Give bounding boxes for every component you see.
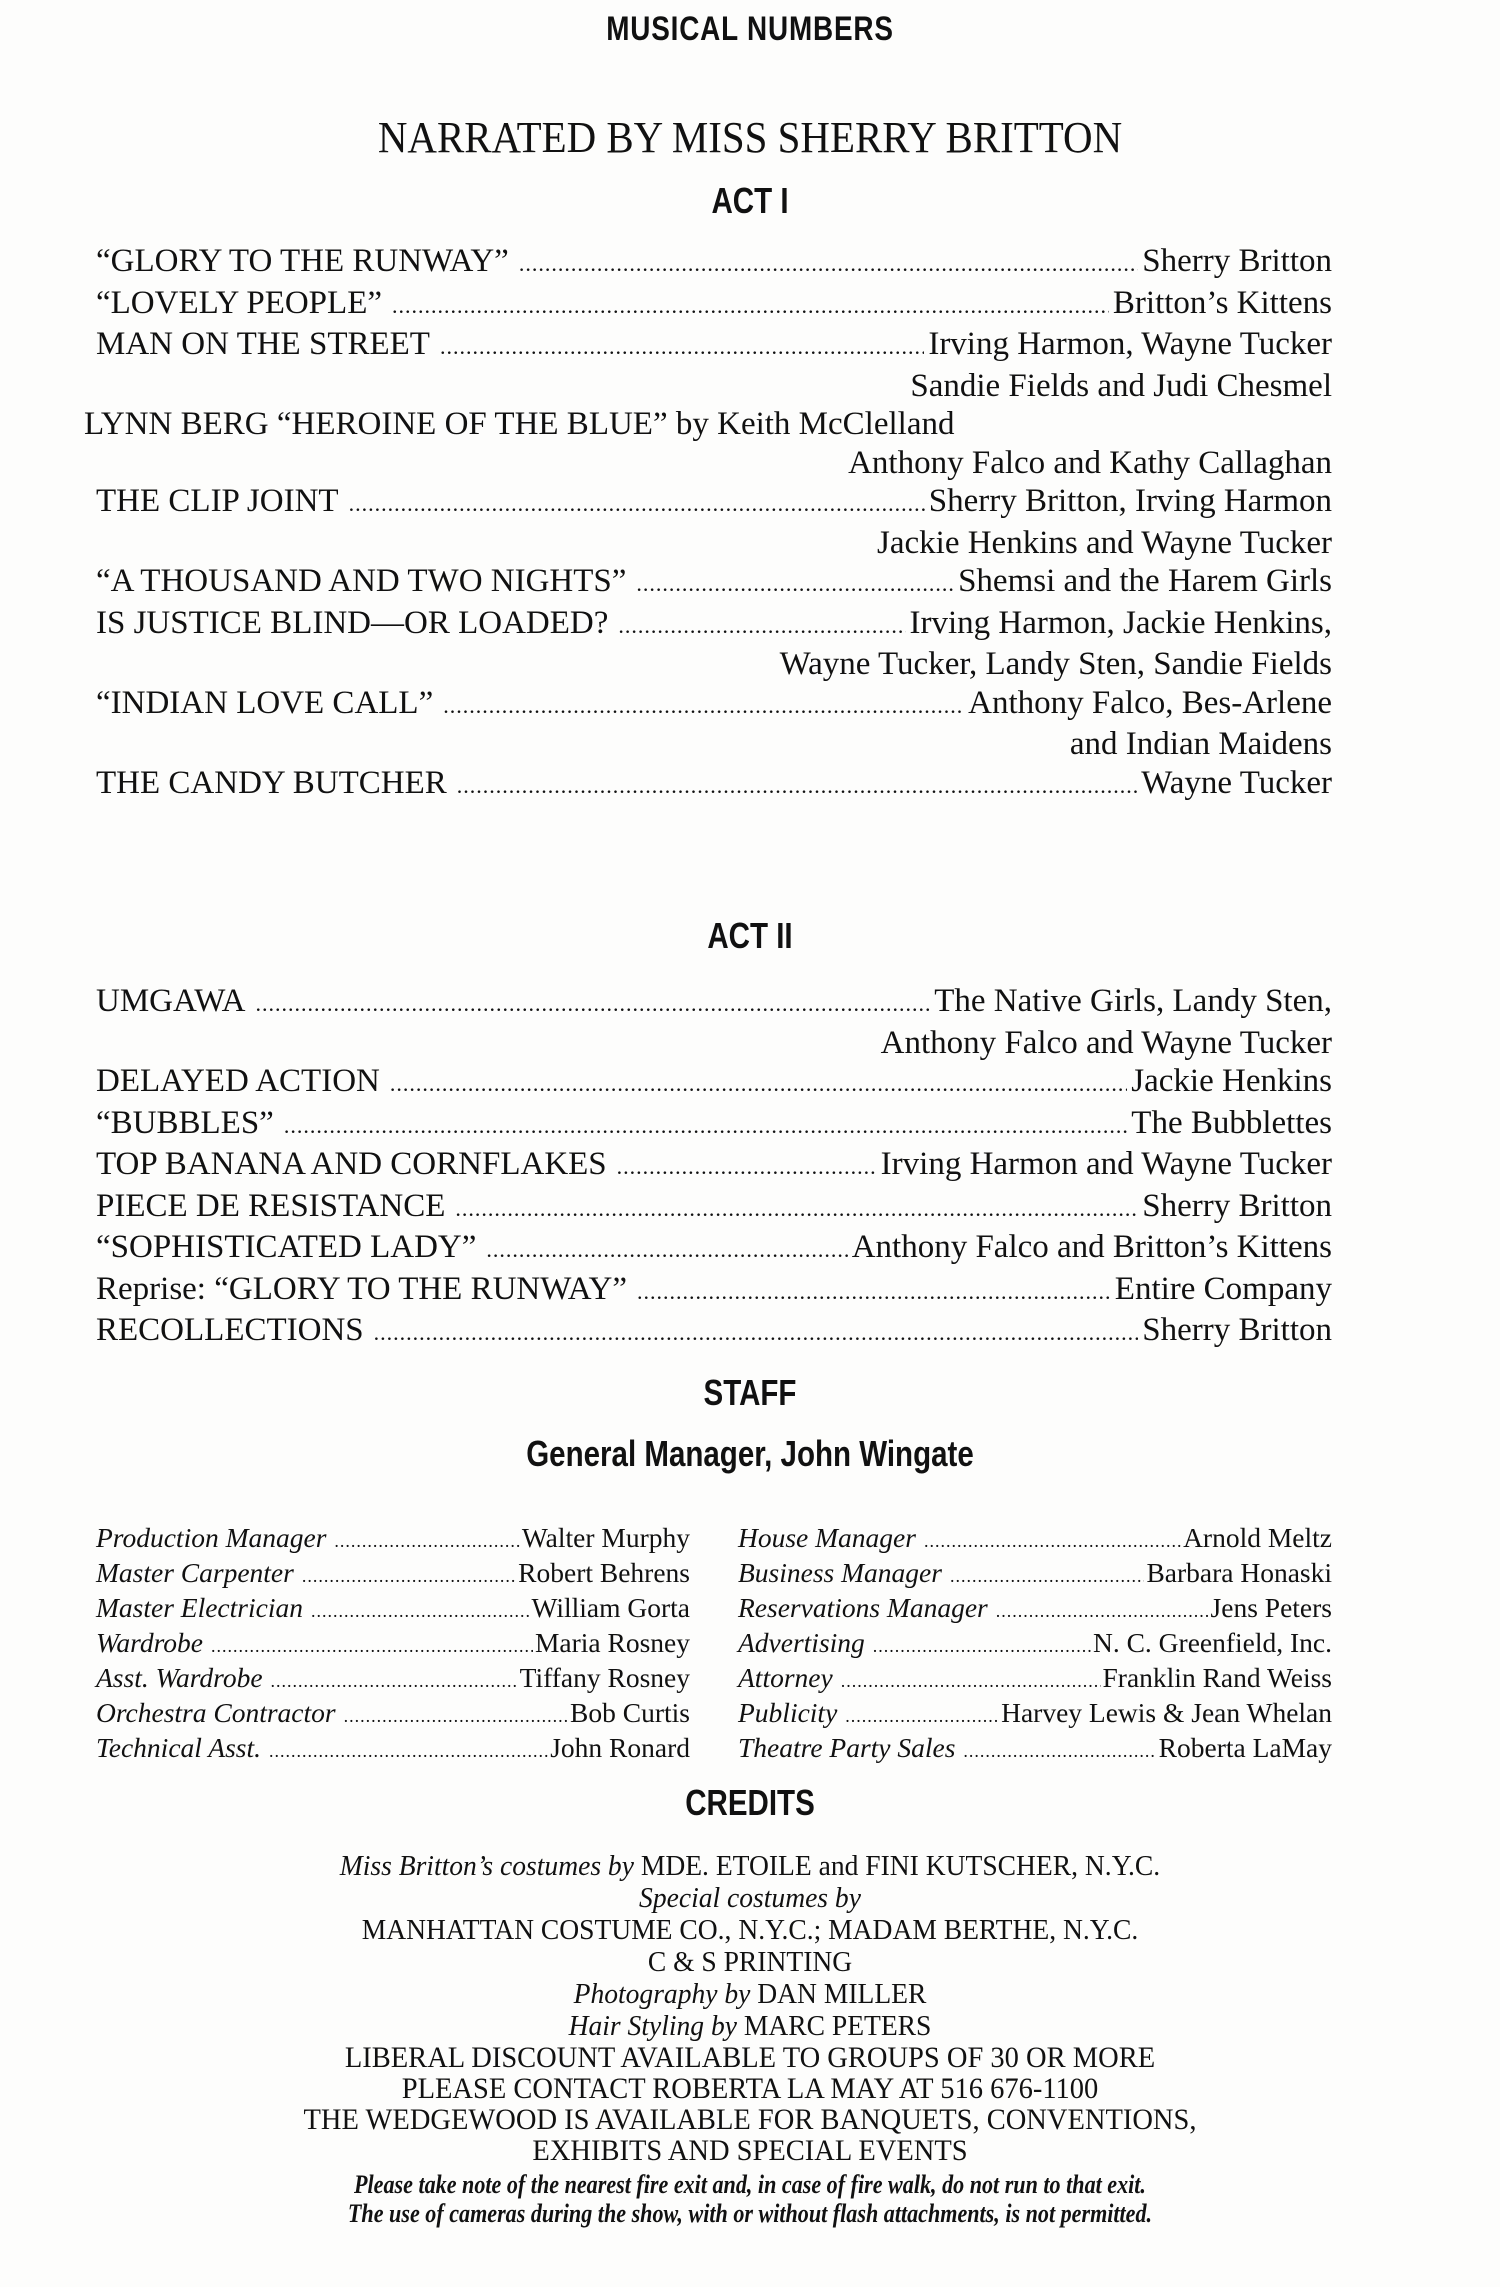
leader-dots (637, 1273, 1111, 1312)
performers: Sherry Britton, Irving Harmon (928, 483, 1332, 519)
performers-continued: Sandie Fields and Judi Chesmel (910, 367, 1332, 404)
staff-list (96, 1522, 1332, 1767)
leader-dots (284, 1107, 1127, 1146)
staff-row (738, 1592, 1332, 1627)
staff-row (738, 1557, 1332, 1592)
discount-notice: LIBERAL DISCOUNT AVAILABLE TO GROUPS OF 30 OR MORE (344, 2041, 1156, 2074)
leader-dots (349, 485, 925, 524)
performers-continued: Anthony Falco and Kathy Callaghan (848, 444, 1332, 481)
leader-dots (269, 1736, 548, 1767)
staff-role: Master Electrician (96, 1592, 303, 1623)
hair-credit (38, 2010, 1463, 2042)
photography-prefix: Photography by (573, 1978, 751, 2010)
number-title: Reprise: “GLORY TO THE RUNWAY” (96, 1270, 628, 1307)
leader-dots (256, 985, 931, 1024)
performers: Jackie Henkins (1131, 1063, 1332, 1099)
leader-dots (924, 1526, 1181, 1557)
performers-continued: Anthony Falco and Wayne Tucker (880, 1024, 1332, 1061)
staff-name: John Ronard (550, 1732, 690, 1763)
list-item (84, 405, 1332, 444)
staff-row (738, 1732, 1332, 1767)
number-title: “LOVELY PEOPLE” (96, 284, 382, 321)
costumes-prefix: Miss Britton’s costumes by (339, 1850, 634, 1882)
hair-by: MARC PETERS (743, 2010, 932, 2042)
list-item (96, 764, 1332, 806)
performers: Irving Harmon, Wayne Tucker (928, 326, 1332, 362)
staff-heading: STAFF (703, 1372, 797, 1413)
staff-role: Attorney (738, 1662, 833, 1693)
wedgewood-notice-1: THE WEDGEWOOD IS AVAILABLE FOR BANQUETS, CONVENTIONS, (303, 2103, 1197, 2136)
leader-dots (392, 287, 1109, 326)
staff-role: Orchestra Contractor (96, 1697, 336, 1728)
printing-credit: C & S PRINTING (647, 1946, 853, 1978)
staff-row (96, 1627, 690, 1662)
list-item (96, 1145, 1332, 1187)
staff-row (96, 1557, 690, 1592)
number-title: DELAYED ACTION (96, 1063, 380, 1099)
staff-role: Advertising (738, 1627, 865, 1658)
leader-dots (873, 1631, 1091, 1662)
staff-name: Maria Rosney (534, 1627, 690, 1658)
leader-dots (311, 1596, 530, 1627)
number-title: “A THOUSAND AND TWO NIGHTS” (96, 563, 627, 599)
fire-exit-notice: Please take note of the nearest fire exit and, in case of fire walk, do not run to that exit. (354, 2170, 1146, 2199)
performers: Wayne Tucker (1141, 764, 1332, 801)
leader-dots (950, 1561, 1144, 1592)
number-title: MAN ON THE STREET (96, 326, 430, 362)
leader-dots (618, 607, 905, 646)
act-2-heading: ACT II (707, 915, 793, 956)
staff-row (96, 1592, 690, 1627)
number-title: THE CANDY BUTCHER (96, 764, 447, 801)
staff-column-left (96, 1522, 690, 1767)
hair-prefix: Hair Styling by (568, 2010, 737, 2042)
leader-dots (845, 1701, 999, 1732)
special-costumes-label (38, 1882, 1463, 1914)
number-title: IS JUSTICE BLIND—OR LOADED? (96, 604, 609, 641)
leader-dots (455, 1190, 1138, 1229)
staff-row (738, 1522, 1332, 1557)
leader-dots (617, 1148, 877, 1187)
act-1-list (84, 242, 1332, 805)
leader-dots (486, 1231, 847, 1270)
staff-role: Master Carpenter (96, 1557, 294, 1588)
leader-dots (457, 767, 1137, 806)
staff-name: Franklin Rand Weiss (1102, 1662, 1332, 1693)
staff-name: Barbara Honaski (1146, 1557, 1332, 1588)
performers: Entire Company (1114, 1270, 1332, 1307)
photography-credit (38, 1978, 1463, 2010)
performers: Sherry Britton (1142, 243, 1332, 279)
list-item (96, 1311, 1332, 1353)
leader-dots (636, 565, 954, 604)
staff-role: Asst. Wardrobe (96, 1662, 263, 1693)
staff-name: Bob Curtis (570, 1697, 690, 1728)
performers: Shemsi and the Harem Girls (958, 563, 1332, 599)
camera-notice: The use of cameras during the show, with or without flash attachments, is not permitted. (347, 2199, 1153, 2228)
number-title: THE CLIP JOINT (96, 483, 339, 519)
staff-name: Jens Peters (1210, 1592, 1332, 1623)
staff-row (96, 1522, 690, 1557)
list-item (96, 1062, 1332, 1104)
list-item (96, 1228, 1332, 1270)
staff-name: Harvey Lewis & Jean Whelan (1001, 1697, 1332, 1728)
number-title: “GLORY TO THE RUNWAY” (96, 243, 509, 279)
narrator-line: NARRATED BY MISS SHERRY BRITTON (377, 113, 1123, 162)
wedgewood-notice-2: EXHIBITS AND SPECIAL EVENTS (532, 2134, 968, 2167)
list-item (96, 242, 1332, 284)
performers: The Bubblettes (1131, 1104, 1332, 1141)
performers: Irving Harmon, Jackie Henkins, (909, 604, 1332, 641)
number-title: TOP BANANA AND CORNFLAKES (96, 1146, 607, 1182)
number-title: LYNN BERG “HEROINE OF THE BLUE” by Keith McClelland (84, 406, 955, 442)
leader-dots (334, 1526, 519, 1557)
performers: Sherry Britton (1142, 1312, 1332, 1348)
list-item (96, 982, 1332, 1024)
list-item (96, 482, 1332, 524)
number-title: “INDIAN LOVE CALL” (96, 684, 434, 721)
staff-row (96, 1732, 690, 1767)
staff-column-right (738, 1522, 1332, 1767)
leader-dots (390, 1065, 1127, 1104)
costumes-credit (38, 1850, 1463, 1882)
staff-role: Theatre Party Sales (738, 1732, 956, 1763)
staff-name: Tiffany Rosney (519, 1662, 690, 1693)
staff-role: Business Manager (738, 1557, 942, 1588)
special-costumes-prefix: Special costumes by (639, 1882, 861, 1914)
performers-continued: and Indian Maidens (1069, 726, 1332, 762)
performers-continued: Jackie Henkins and Wayne Tucker (877, 524, 1332, 561)
leader-dots (519, 245, 1138, 284)
leader-dots (443, 687, 964, 726)
staff-row (738, 1697, 1332, 1732)
leader-dots (271, 1666, 518, 1697)
staff-role: Wardrobe (96, 1627, 203, 1658)
credits-block (0, 1850, 1500, 2228)
staff-row (96, 1697, 690, 1732)
performers: Sherry Britton (1142, 1187, 1332, 1224)
leader-dots (996, 1596, 1209, 1627)
contact-notice: PLEASE CONTACT ROBERTA LA MAY AT 516 676-1100 (401, 2072, 1099, 2105)
performers: The Native Girls, Landy Sten, (934, 983, 1332, 1019)
staff-role: Technical Asst. (96, 1732, 262, 1763)
staff-row (738, 1662, 1332, 1697)
staff-name: N. C. Greenfield, Inc. (1092, 1627, 1332, 1658)
list-item (96, 562, 1332, 604)
number-title: RECOLLECTIONS (96, 1312, 364, 1348)
leader-dots (963, 1736, 1156, 1767)
staff-role: House Manager (738, 1522, 916, 1553)
staff-name: William Gorta (531, 1592, 690, 1623)
performers: Irving Harmon and Wayne Tucker (880, 1146, 1332, 1182)
staff-role: Reservations Manager (738, 1592, 988, 1623)
staff-name: Roberta LaMay (1158, 1732, 1332, 1763)
staff-name: Walter Murphy (521, 1522, 690, 1553)
credits-heading: CREDITS (685, 1782, 815, 1823)
act-1-heading: ACT I (711, 180, 789, 221)
general-manager: General Manager, John Wingate (526, 1433, 974, 1474)
leader-dots (344, 1701, 568, 1732)
leader-dots (211, 1631, 533, 1662)
staff-row (96, 1662, 690, 1697)
list-item (96, 284, 1332, 326)
performers: Britton’s Kittens (1112, 284, 1332, 321)
leader-dots (302, 1561, 516, 1592)
list-item (96, 325, 1332, 367)
list-item (96, 1187, 1332, 1229)
number-title: “SOPHISTICATED LADY” (96, 1229, 477, 1265)
list-item (96, 1270, 1332, 1312)
musical-numbers-heading: MUSICAL NUMBERS (606, 10, 894, 48)
staff-name: Robert Behrens (518, 1557, 690, 1588)
performers-continued: Wayne Tucker, Landy Sten, Sandie Fields (779, 646, 1332, 682)
special-costumes-by: MANHATTAN COSTUME CO., N.Y.C.; MADAM BERTHE, N.Y.C. (361, 1914, 1139, 1946)
costumes-by: MDE. ETOILE and FINI KUTSCHER, N.Y.C. (640, 1850, 1161, 1882)
number-title: PIECE DE RESISTANCE (96, 1187, 446, 1224)
list-item (96, 684, 1332, 726)
leader-dots (841, 1666, 1101, 1697)
list-item (96, 604, 1332, 646)
number-title: UMGAWA (96, 983, 246, 1019)
performers: Anthony Falco, Bes-Arlene (968, 684, 1332, 721)
leader-dots (440, 328, 924, 367)
list-item (96, 1104, 1332, 1146)
leader-dots (374, 1314, 1139, 1353)
staff-role: Production Manager (96, 1522, 327, 1553)
staff-name: Arnold Meltz (1183, 1522, 1332, 1553)
act-2-list (96, 982, 1332, 1353)
number-title: “BUBBLES” (96, 1104, 274, 1141)
performers: Anthony Falco and Britton’s Kittens (851, 1229, 1332, 1265)
photography-by: DAN MILLER (757, 1978, 927, 2010)
staff-row (738, 1627, 1332, 1662)
staff-role: Publicity (738, 1697, 838, 1728)
